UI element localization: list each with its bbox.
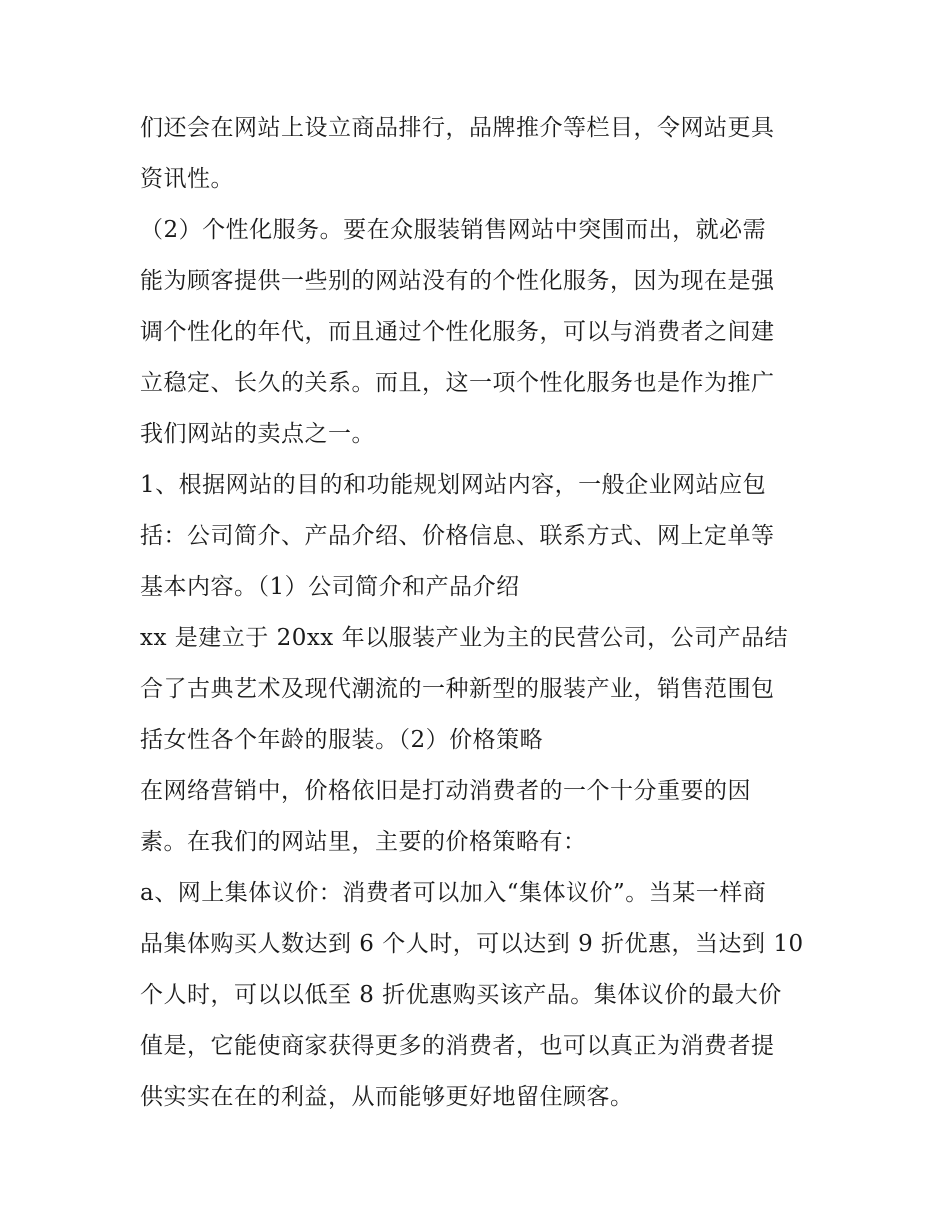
text-line-6: 立稳定、长久的关系。而且，这一项个性化服务也是作为推广 [140, 370, 775, 396]
text-line-18: 个人时，可以以低至 8 折优惠购买该产品。集体议价的最大价 [140, 982, 782, 1008]
text-line-4: 能为顾客提供一些别的网站没有的个性化服务，因为现在是强 [140, 268, 775, 294]
text-line-14: 在网络营销中，价格依旧是打动消费者的一个十分重要的因 [140, 778, 751, 804]
text-line-15: 素。在我们的网站里，主要的价格策略有： [140, 829, 587, 855]
text-line-2: 资讯性。 [140, 166, 234, 192]
text-line-8: 1、根据网站的目的和功能规划网站内容，一般企业网站应包 [140, 472, 767, 498]
text-line-19: 值是，它能使商家获得更多的消费者，也可以真正为消费者提 [140, 1033, 775, 1059]
text-line-11: xx 是建立于 20xx 年以服装产业为主的民营公司，公司产品结 [140, 625, 789, 651]
text-line-3: （2）个性化服务。要在众服装销售网站中突围而出，就必需 [140, 217, 767, 243]
text-line-5: 调个性化的年代，而且通过个性化服务，可以与消费者之间建 [140, 319, 775, 345]
text-line-13: 括女性各个年龄的服装。（2）价格策略 [140, 727, 544, 753]
text-line-10: 基本内容。（1）公司简介和产品介绍 [140, 574, 520, 600]
text-line-9: 括：公司简介、产品介绍、价格信息、联系方式、网上定单等 [140, 523, 775, 549]
text-line-17: 品集体购买人数达到 6 个人时，可以达到 9 折优惠，当达到 10 [140, 931, 804, 957]
text-line-20: 供实实在在的利益，从而能够更好地留住顾客。 [140, 1084, 634, 1110]
text-line-7: 我们网站的卖点之一。 [140, 421, 375, 447]
text-line-16: a、网上集体议价：消费者可以加入“集体议价”。当某一样商 [140, 880, 767, 906]
document-body [140, 103, 820, 1123]
text-line-12: 合了古典艺术及现代潮流的一种新型的服装产业，销售范围包 [140, 676, 775, 702]
text-line-1: 们还会在网站上设立商品排行，品牌推介等栏目，令网站更具 [140, 115, 775, 141]
